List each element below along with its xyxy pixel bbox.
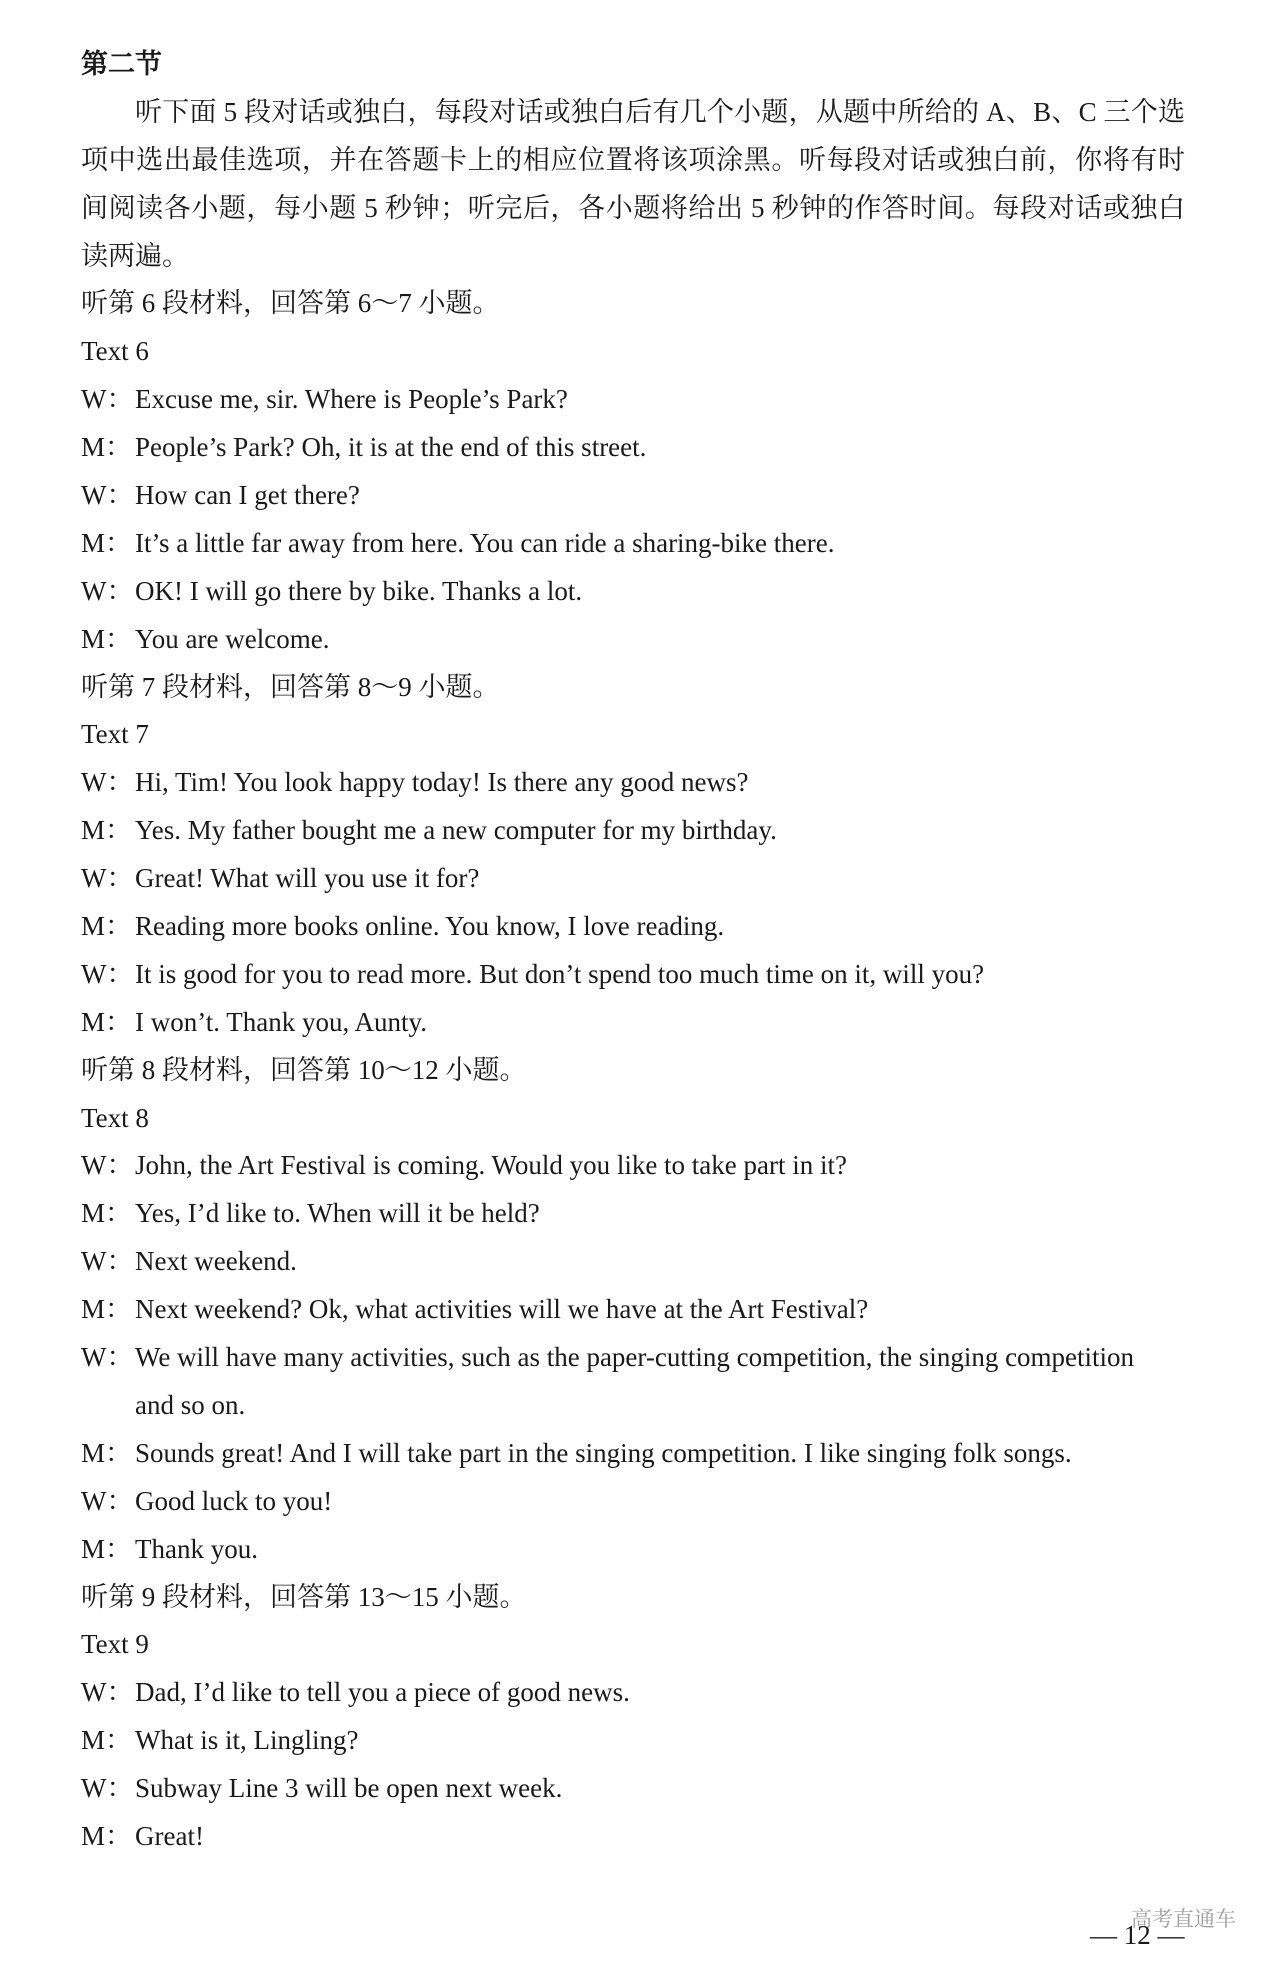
text-intro: 听第 9 段材料，回答第 13～15 小题。 (81, 1581, 527, 1612)
dialogue-line (81, 951, 1191, 999)
speaker-label: M： (81, 1820, 133, 1851)
dialogue-line (81, 1717, 1191, 1765)
speaker-label: W： (81, 1485, 134, 1516)
text-block (81, 1574, 1191, 1861)
text-title: Text 7 (81, 719, 149, 750)
speaker-label: M： (81, 1533, 133, 1564)
speaker-label: W： (81, 575, 134, 606)
dialogue-line (81, 568, 1191, 616)
instruction-line: 读两遍。 (81, 240, 189, 271)
utterance-text: Good luck to you! (135, 1485, 333, 1516)
dialogue-line (81, 1190, 1191, 1238)
text-title: Text 8 (81, 1102, 149, 1133)
utterance-text: Hi, Tim! You look happy today! Is there any good news? (135, 767, 749, 798)
utterance-text: Reading more books online. You know, I love reading. (135, 911, 725, 942)
text-block (81, 1047, 1191, 1574)
dialogue-line (81, 1286, 1191, 1334)
speaker-label: W： (81, 1342, 134, 1373)
text-intro: 听第 6 段材料，回答第 6～7 小题。 (81, 288, 500, 319)
page-number: — 12 — (1090, 1920, 1185, 1950)
watermark: 高考直通车 (1131, 1907, 1236, 1931)
speaker-label: W： (81, 1773, 134, 1804)
utterance-text: Great! What will you use it for? (135, 863, 480, 894)
dialogue-line (81, 1813, 1191, 1861)
utterance-text: Yes. My father bought me a new computer for my birthday. (135, 815, 777, 846)
utterance-text: I won’t. Thank you, Aunty. (135, 1006, 427, 1037)
dialogue-line (81, 376, 1191, 424)
utterance-text: It’s a little far away from here. You can ride a sharing-bike there. (135, 527, 835, 558)
speaker-label: M： (81, 1437, 133, 1468)
speaker-label: W： (81, 958, 134, 989)
instruction-line: 项中选出最佳选项，并在答题卡上的相应位置将该项涂黑。听每段对话或独白前，你将有时 (81, 144, 1185, 175)
listening-texts (81, 280, 1191, 1860)
dialogue-line (81, 1669, 1191, 1717)
dialogue-line (81, 472, 1191, 520)
utterance-text: How can I get there? (135, 480, 360, 511)
utterance-continuation: and so on. (135, 1389, 246, 1420)
utterance-text: Dad, I’d like to tell you a piece of good news. (135, 1677, 630, 1708)
text-title: Text 6 (81, 336, 149, 367)
dialogue-line (81, 807, 1191, 855)
dialogue-line (81, 1526, 1191, 1574)
dialogue-line (81, 1765, 1191, 1813)
instruction-line: 间阅读各小题，每小题 5 秒钟；听完后，各小题将给出 5 秒钟的作答时间。每段对话或独白 (81, 192, 1185, 223)
speaker-label: M： (81, 1294, 133, 1325)
dialogue-line (81, 520, 1191, 568)
instruction-line: 听下面 5 段对话或独白，每段对话或独白后有几个小题，从题中所给的 A、B、C 三个选 (135, 96, 1185, 127)
utterance-text: Great! (135, 1820, 204, 1851)
dialogue-line (81, 1238, 1191, 1286)
speaker-label: W： (81, 1677, 134, 1708)
utterance-text: Sounds great! And I will take part in the singing competition. I like singing folk songs. (135, 1437, 1072, 1468)
text-block (81, 664, 1191, 1047)
utterance-text: Yes, I’d like to. When will it be held? (135, 1198, 540, 1229)
dialogue-line (81, 1142, 1191, 1190)
utterance-text: Subway Line 3 will be open next week. (135, 1773, 563, 1804)
dialogue-line (81, 903, 1191, 951)
speaker-label: W： (81, 767, 134, 798)
speaker-label: M： (81, 1006, 133, 1037)
utterance-text: John, the Art Festival is coming. Would you like to take part in it? (135, 1150, 847, 1181)
speaker-label: W： (81, 863, 134, 894)
dialogue-line (81, 1478, 1191, 1526)
dialogue-line (81, 424, 1191, 472)
speaker-label: W： (81, 384, 134, 415)
speaker-label: W： (81, 1246, 134, 1277)
utterance-text: What is it, Lingling? (135, 1725, 359, 1756)
section-title: 第二节 (81, 49, 162, 79)
speaker-label: M： (81, 911, 133, 942)
speaker-label: M： (81, 432, 133, 463)
speaker-label: M： (81, 1725, 133, 1756)
dialogue-line (81, 1430, 1191, 1478)
speaker-label: M： (81, 527, 133, 558)
dialogue-line (81, 759, 1191, 807)
utterance-text: OK! I will go there by bike. Thanks a lot. (135, 575, 583, 606)
dialogue-line (81, 1334, 1191, 1382)
speaker-label: M： (81, 1198, 133, 1229)
speaker-label: W： (81, 480, 134, 511)
dialogue-line (81, 999, 1191, 1047)
speaker-label: W： (81, 1150, 134, 1181)
document-body (81, 41, 1191, 1861)
utterance-text: Thank you. (135, 1533, 258, 1564)
speaker-label: M： (81, 623, 133, 654)
utterance-text: We will have many activities, such as the paper-cutting competition, the singing competition (135, 1342, 1135, 1373)
utterance-text: Next weekend? Ok, what activities will we have at the Art Festival? (135, 1294, 869, 1325)
utterance-text: People’s Park? Oh, it is at the end of this street. (135, 432, 647, 463)
text-intro: 听第 7 段材料，回答第 8～9 小题。 (81, 671, 500, 702)
utterance-text: Excuse me, sir. Where is People’s Park? (135, 384, 568, 415)
instructions-paragraph (81, 89, 1191, 281)
utterance-text: Next weekend. (135, 1246, 297, 1277)
text-title: Text 9 (81, 1629, 149, 1660)
dialogue-line (81, 616, 1191, 664)
speaker-label: M： (81, 815, 133, 846)
text-block (81, 280, 1191, 663)
utterance-text: It is good for you to read more. But don’t spend too much time on it, will you? (135, 958, 985, 989)
text-intro: 听第 8 段材料，回答第 10～12 小题。 (81, 1054, 527, 1085)
utterance-text: You are welcome. (135, 623, 330, 654)
dialogue-line (81, 855, 1191, 903)
